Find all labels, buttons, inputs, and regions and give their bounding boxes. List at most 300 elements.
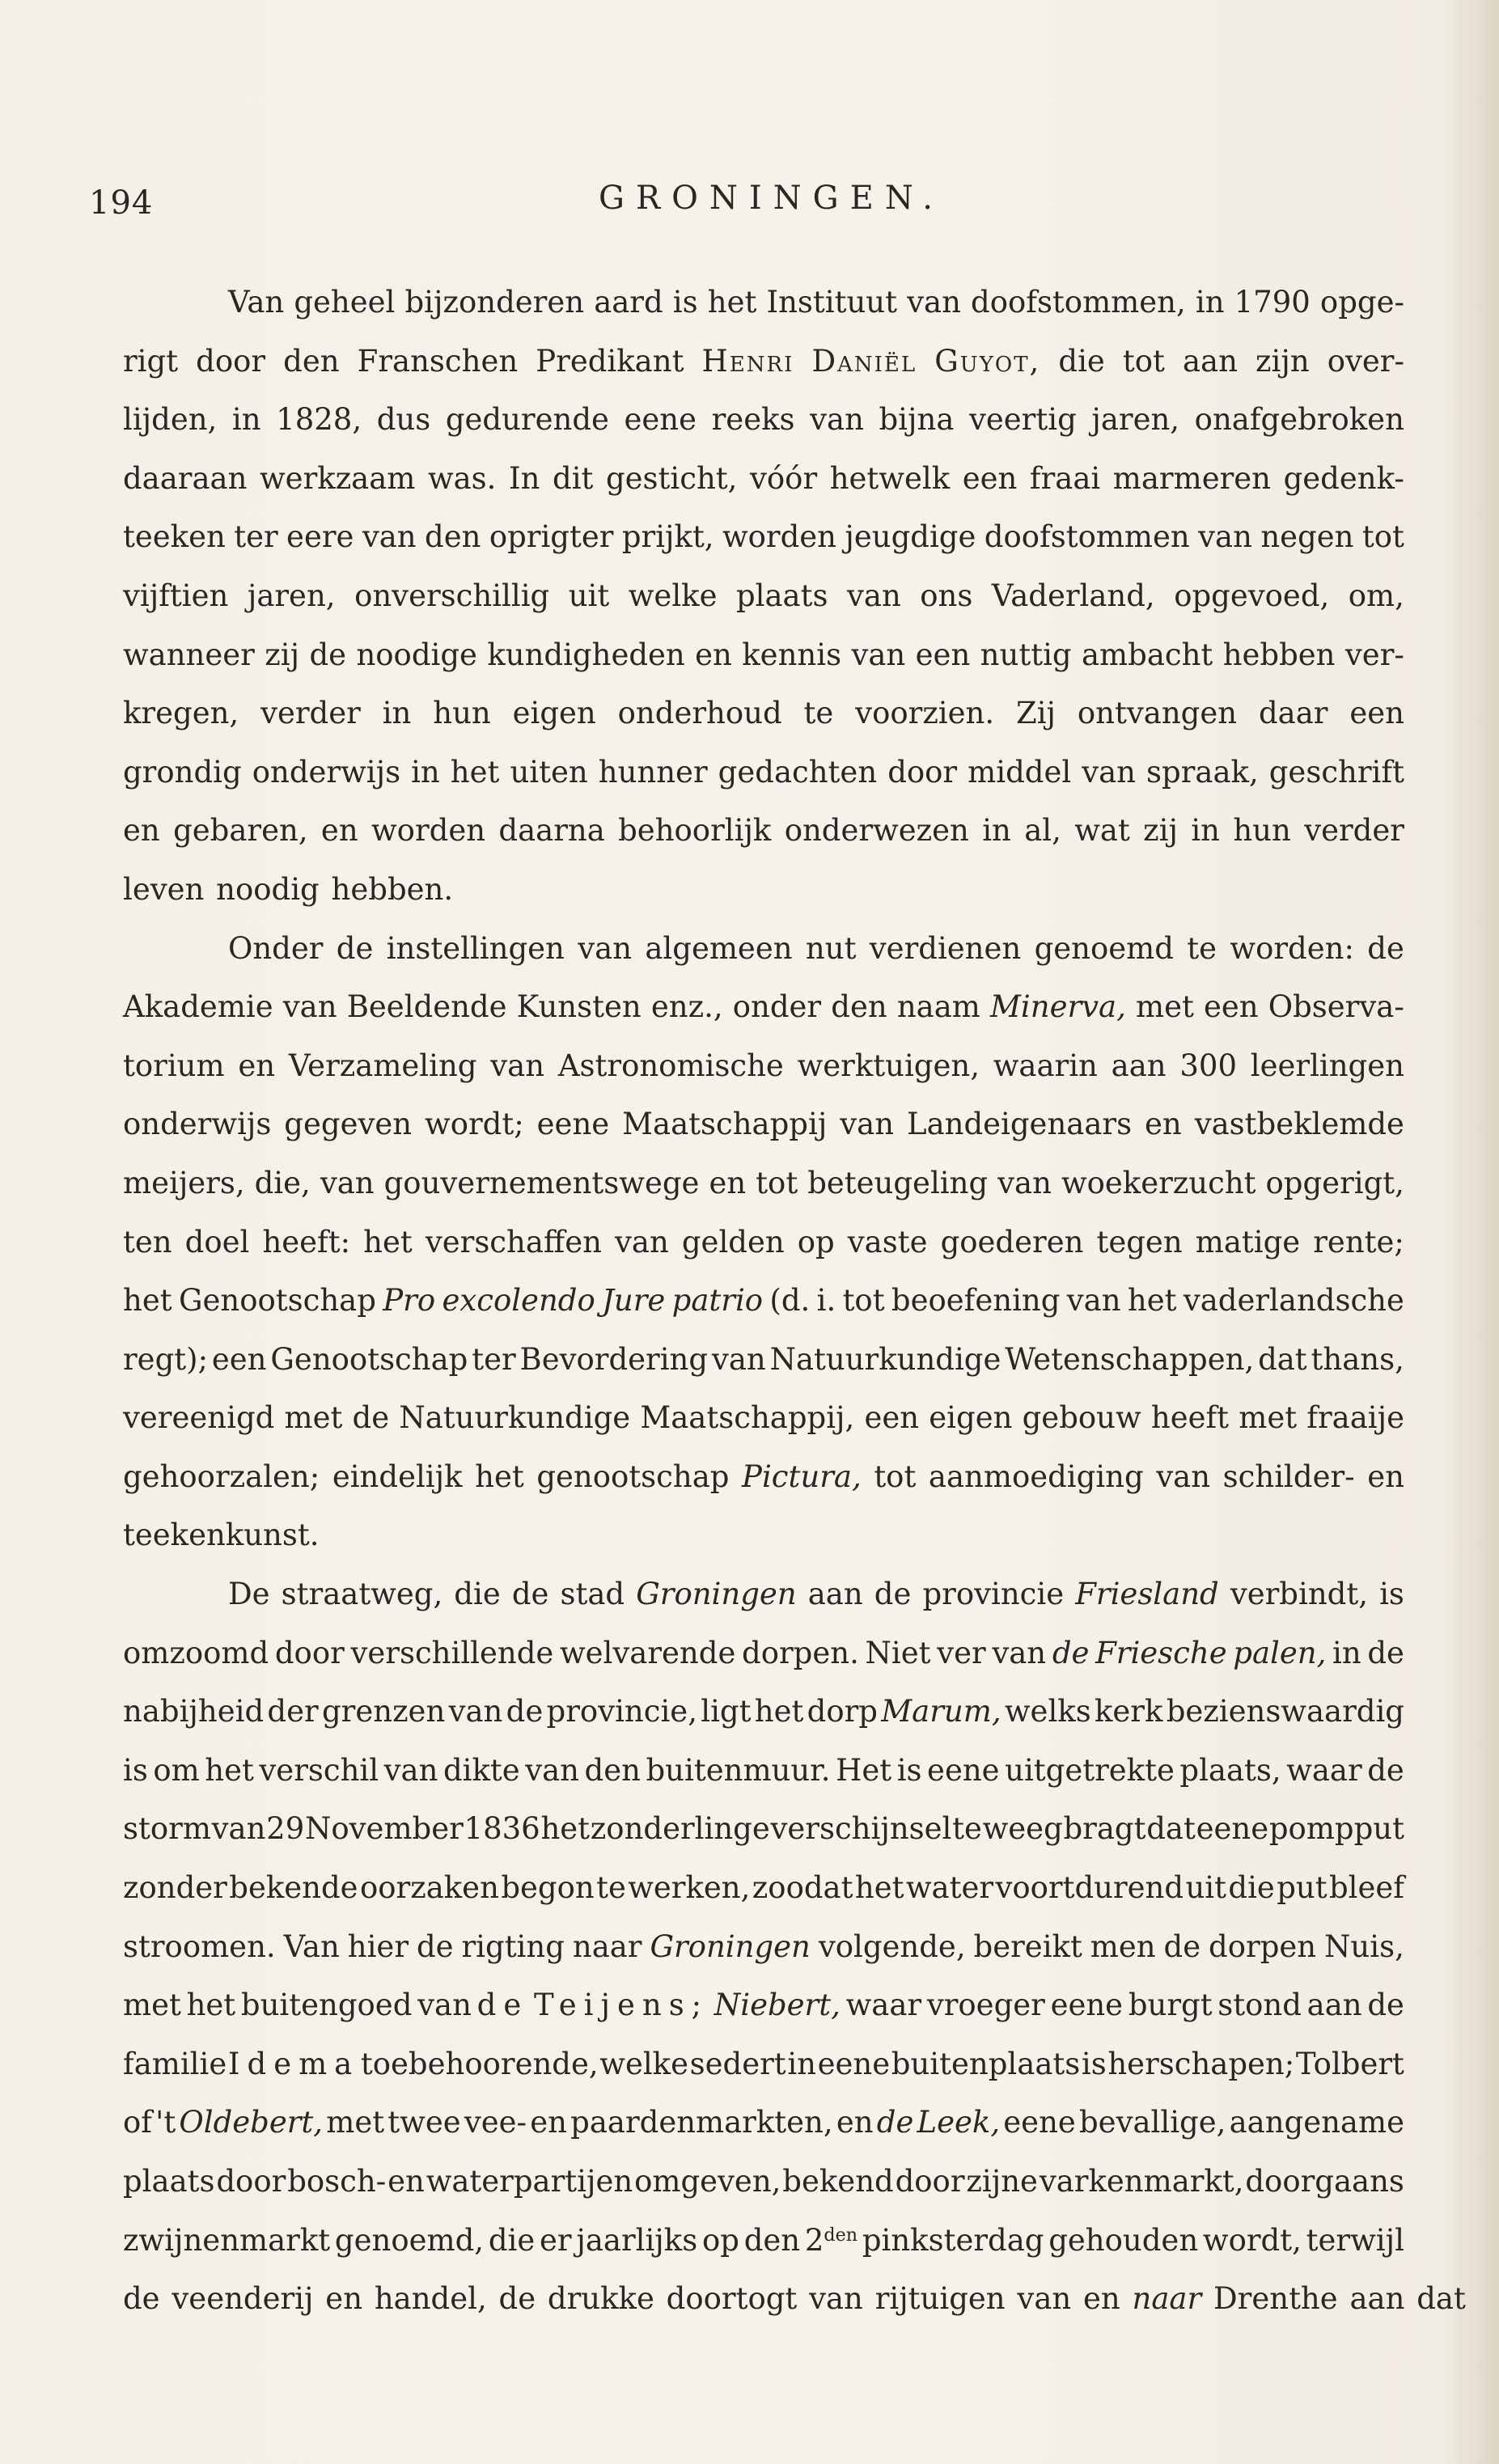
word: De [228, 1577, 270, 1612]
text-line [123, 2094, 1404, 2153]
text-line [123, 508, 1404, 567]
word: eene [1196, 1811, 1269, 1847]
word: plaats [123, 2164, 215, 2199]
word: in [1195, 285, 1225, 320]
word: vroeger [926, 1988, 1045, 2023]
text-line [123, 626, 1404, 685]
word: teekenkunst. [123, 1518, 320, 1553]
word: gedurende [445, 402, 609, 438]
word: nut [805, 930, 857, 966]
word: een [211, 1341, 267, 1377]
word: hunner [598, 754, 708, 790]
word: tot [756, 1165, 798, 1200]
word: drukke [547, 2281, 654, 2317]
word: en [238, 1048, 276, 1083]
word: i. [816, 1283, 836, 1319]
word: Kunsten [516, 989, 642, 1025]
word: algemeen [645, 930, 793, 966]
word: handel, [374, 2281, 487, 2317]
word: dorpen [1209, 1928, 1317, 1964]
word: bekende [229, 1870, 358, 1906]
word: doel [184, 1224, 250, 1260]
word: vaderlandsche [1183, 1283, 1404, 1319]
word: welks [1004, 1694, 1091, 1729]
word: onderwijs [123, 1107, 272, 1142]
word: herschapen; [1107, 2046, 1295, 2081]
word: waar [1286, 1752, 1362, 1788]
word: buitenmuur. [646, 1752, 831, 1788]
word: woekerzucht [1061, 1165, 1256, 1200]
word: met [1239, 1400, 1298, 1436]
word: Natuurkundige [769, 1341, 1001, 1377]
word: $2^{den}$ [804, 2222, 858, 2258]
word: het [754, 1694, 804, 1729]
word: de [352, 1400, 390, 1436]
word: verschil [259, 1752, 379, 1788]
text-line [123, 1272, 1404, 1331]
word: de [1367, 1988, 1404, 2023]
word: van [1156, 1459, 1211, 1494]
word: in [382, 696, 412, 731]
word: Het [836, 1752, 892, 1788]
word: uit [568, 578, 610, 613]
word: en [695, 637, 732, 672]
page-number: 194 [89, 184, 154, 222]
word: van [615, 1224, 669, 1260]
text-line [123, 1331, 1404, 1390]
word: en [320, 813, 358, 849]
word: met [284, 1400, 343, 1436]
word: Niebert, [714, 1988, 841, 2023]
word: er [540, 2222, 572, 2258]
word: hetwelk [829, 460, 951, 496]
word: eene [624, 402, 697, 438]
word: welke [628, 578, 718, 613]
word: buitengoed [240, 1988, 413, 2023]
word: van [851, 637, 906, 672]
word: jeugdige [845, 519, 976, 555]
word: de [123, 2281, 160, 2317]
word: Landeigenaars [907, 1107, 1133, 1142]
word: Franschen [357, 343, 519, 379]
text-line [123, 1506, 1404, 1565]
word: in [231, 402, 261, 438]
word: kennis [742, 637, 842, 672]
word: eere [286, 519, 354, 555]
word: weeg [982, 1811, 1063, 1847]
word: Van [228, 285, 285, 320]
word: 1836 [464, 1811, 540, 1847]
word: vastbeklemde [1194, 1107, 1404, 1142]
word: fraaije [1306, 1400, 1404, 1436]
word: wat [1074, 813, 1130, 849]
word: onderhoud [617, 696, 782, 731]
text-line [123, 1859, 1404, 1918]
word: ontvangen [1077, 696, 1238, 731]
word: genoemd, [334, 2222, 485, 2258]
word: van [1066, 1283, 1121, 1319]
word: eene [927, 1752, 1000, 1788]
word: het [363, 1224, 413, 1260]
word: de [876, 2105, 914, 2140]
word: de [1163, 1928, 1201, 1964]
word: Minerva, [990, 989, 1126, 1025]
word: dikte [443, 1752, 520, 1788]
word: naar [1132, 2281, 1202, 2317]
word: ter [234, 519, 278, 555]
word: Genootschap [178, 1283, 376, 1319]
word: eene [536, 1107, 610, 1142]
word: familie [123, 2046, 227, 2081]
word: naar [572, 1928, 642, 1964]
word: aangename [1229, 2105, 1404, 2140]
word: begon [501, 1870, 595, 1906]
text-line [123, 1389, 1404, 1448]
word: kerk [1094, 1694, 1163, 1729]
word: onder [732, 989, 822, 1025]
word: Natuurkundige [399, 1400, 631, 1436]
word: in [1191, 813, 1220, 849]
word: worden [371, 813, 486, 849]
word: eene [1050, 1988, 1124, 2023]
word: van [840, 1107, 895, 1142]
text-line [123, 743, 1404, 802]
word: door [196, 343, 266, 379]
word: gedenk- [1283, 460, 1404, 496]
word: spraak, [1146, 754, 1259, 790]
word: werkzaam [260, 460, 416, 496]
word: ligt [701, 1694, 752, 1729]
word: gedachten [718, 754, 878, 790]
word: wanneer [123, 637, 255, 672]
word: worden [722, 519, 837, 555]
word: lijden, [123, 402, 218, 438]
word: verder [260, 696, 361, 731]
word: daaraan [123, 460, 248, 496]
word: werktuigen, [797, 1048, 980, 1083]
word: excolendo [442, 1283, 595, 1319]
word: die, [254, 1165, 311, 1200]
word: in [411, 754, 440, 790]
word: paardenmarkten, [570, 2105, 833, 2140]
word: Groningen [636, 1577, 797, 1612]
word: verschillende [350, 1635, 554, 1670]
word: en [387, 2164, 425, 2199]
word: 300 [1179, 1048, 1237, 1083]
word: rijtuigen [874, 2281, 1006, 2317]
word: matige [1195, 1224, 1301, 1260]
word: geschrift [1268, 754, 1404, 790]
word: het [707, 285, 757, 320]
word: aard [594, 285, 663, 320]
word: is [896, 1752, 922, 1788]
word: en [709, 1165, 747, 1200]
text-line [123, 1154, 1404, 1213]
word: het [205, 1752, 254, 1788]
word: eindelijk [332, 1459, 463, 1494]
text-line [123, 1683, 1404, 1742]
word: genootschap [536, 1459, 730, 1494]
word: om, [1348, 578, 1404, 613]
word: men [1090, 1928, 1156, 1964]
word: werken, [628, 1870, 751, 1906]
word: een [962, 460, 1018, 496]
word: voortdurend [995, 1870, 1184, 1906]
word: gelden [681, 1224, 785, 1260]
word: doofstommen, [971, 285, 1186, 320]
word: jaarlijks [576, 2222, 698, 2258]
word: uitgetrekte [1005, 1752, 1175, 1788]
word: marmeren [1112, 460, 1272, 496]
word: palen, [1233, 1635, 1327, 1670]
word: zonder [123, 1870, 227, 1906]
word: van [810, 402, 864, 438]
word: verbindt, [1230, 1577, 1368, 1612]
word: hebben [1222, 637, 1336, 672]
word: veertig [968, 402, 1077, 438]
word: veenderij [171, 2281, 314, 2317]
word: van [1082, 754, 1137, 790]
word: het [540, 1811, 591, 1847]
word: water [905, 1870, 994, 1906]
word: aan [1349, 2281, 1405, 2317]
word: varkenmarkt, [1039, 2164, 1244, 2199]
word: vaste [847, 1224, 928, 1260]
word: door [216, 2164, 286, 2199]
word: oprigter [489, 519, 614, 555]
word: waarin [993, 1048, 1098, 1083]
word: een [915, 637, 971, 672]
word: het [450, 754, 500, 790]
word: onafgebroken [1194, 402, 1404, 438]
word: is [672, 285, 698, 320]
word: thans, [1311, 1341, 1404, 1377]
word: Wetenschappen, [1005, 1341, 1255, 1377]
word: bereikt [973, 1928, 1082, 1964]
word: Verzameling [288, 1048, 477, 1083]
word: reeks [711, 402, 795, 438]
word: uiten [510, 754, 588, 790]
word: hun [1233, 813, 1291, 849]
word: dus [376, 402, 431, 438]
word: te [952, 1811, 982, 1847]
word: buitenplaats [891, 2046, 1081, 2081]
word: Teijens; [533, 1988, 709, 2023]
word: de [476, 1988, 529, 2023]
word: Guyot, [934, 343, 1041, 379]
word: nuttig [980, 637, 1072, 672]
paragraph [123, 920, 1404, 1566]
word: het [186, 1988, 236, 2023]
word: van [211, 1811, 266, 1847]
word: naam [896, 989, 980, 1025]
text-line [123, 1742, 1404, 1801]
word: stond [1217, 1988, 1302, 2023]
word: zonderlinge [590, 1811, 770, 1847]
text-line [123, 1800, 1404, 1859]
word: middel [968, 754, 1072, 790]
word: Niet [865, 1635, 931, 1670]
word: waar [845, 1988, 922, 2023]
word: aan [1111, 1048, 1167, 1083]
word: patrio [671, 1283, 764, 1319]
word: heeft [1150, 1400, 1230, 1436]
word: door [887, 754, 958, 790]
word: zij [265, 637, 300, 672]
word: beteugeling [807, 1165, 989, 1200]
word: (d. [769, 1283, 811, 1319]
word: tot [842, 1283, 885, 1319]
word: bragt [1063, 1811, 1146, 1847]
word: toebehoorende, [360, 2046, 599, 2081]
word: eene [817, 2046, 891, 2081]
word: gebouw [1022, 1400, 1141, 1436]
word: dorp [807, 1694, 878, 1729]
word: om [153, 1752, 200, 1788]
word: de [1367, 1752, 1404, 1788]
word: de [309, 637, 347, 672]
word: opgevoed, [1174, 578, 1330, 613]
word: van [711, 1341, 766, 1377]
word: verder [1304, 813, 1404, 849]
word: leerlingen [1250, 1048, 1404, 1083]
word: gegeven [284, 1107, 413, 1142]
word: 1828, [276, 402, 362, 438]
word: een [1204, 989, 1259, 1025]
text-line [123, 391, 1404, 450]
word: te [1187, 930, 1217, 966]
word: te [803, 696, 834, 731]
word: van [448, 1694, 503, 1729]
word: tot [1361, 519, 1404, 555]
word: die [488, 2222, 536, 2258]
word: bijna [879, 402, 955, 438]
word: worden: [1230, 930, 1354, 966]
word: of [123, 2105, 152, 2140]
word: Leek, [917, 2105, 1001, 2140]
word: en [1367, 1459, 1404, 1494]
word: Instituut [766, 285, 897, 320]
word: en [836, 2105, 874, 2140]
word: het [1127, 1283, 1177, 1319]
word: van [362, 519, 417, 555]
word: omzoomd [123, 1635, 269, 1670]
word: goederen [940, 1224, 1084, 1260]
text-line [123, 2270, 1466, 2329]
word: Astronomische [557, 1048, 784, 1083]
word: de [416, 1928, 454, 1964]
word: vee- [464, 2105, 527, 2140]
word: gebaren, [173, 813, 308, 849]
word: 29 [266, 1811, 305, 1847]
word: is [1379, 1577, 1404, 1612]
word: Akademie [123, 989, 273, 1025]
word: beoefening [891, 1283, 1061, 1319]
word: 't [155, 2105, 176, 2140]
word: is [123, 1752, 148, 1788]
word: Predikant [536, 343, 684, 379]
word: gesticht, [605, 460, 738, 496]
text-line [123, 1095, 1404, 1154]
word: grenzen [321, 1694, 446, 1729]
word: burgt [1128, 1988, 1213, 2023]
word: gehouden [1048, 2222, 1199, 2258]
word: die [454, 1577, 501, 1612]
word: rente; [1313, 1224, 1404, 1260]
word: Onder [228, 930, 324, 966]
word: rigt [123, 343, 179, 379]
word: hebben. [331, 871, 454, 907]
word: bijzonderen [404, 285, 585, 320]
word: verschaffen [425, 1224, 602, 1260]
word: ons [920, 578, 973, 613]
word: doorgaans [1245, 2164, 1404, 2199]
word: jaren, [1091, 402, 1180, 438]
word: van [525, 1752, 580, 1788]
word: Daniël [811, 343, 917, 379]
word: tot [1122, 343, 1165, 379]
word: aanmoediging [928, 1459, 1144, 1494]
word: het [123, 1283, 172, 1319]
word: ver [937, 1635, 986, 1670]
word: doortogt [666, 2281, 798, 2317]
word: prijkt, [621, 519, 714, 555]
word: Friesche [1095, 1635, 1227, 1670]
word: Marum, [881, 1694, 1001, 1729]
word: onderwijs [252, 754, 401, 790]
word: voorzien. [855, 696, 995, 731]
word: het [475, 1459, 524, 1494]
running-head: GRONINGEN. [599, 180, 944, 217]
word: de [336, 930, 374, 966]
word: van [809, 2281, 863, 2317]
word: en [123, 813, 160, 849]
word: was. [427, 460, 497, 496]
word: van [282, 989, 337, 1025]
word: bleef [1328, 1870, 1404, 1906]
word: bosch- [287, 2164, 387, 2199]
word: provincie [922, 1577, 1065, 1612]
word: van [417, 1988, 472, 2023]
word: sedert [689, 2046, 786, 2081]
word: den [425, 519, 481, 555]
word: tegen [1096, 1224, 1183, 1260]
word: kundigheden [487, 637, 685, 672]
word: bevallige, [1079, 2105, 1226, 2140]
word: heeft: [262, 1224, 351, 1260]
text-line [123, 1213, 1404, 1272]
word: een [1349, 696, 1404, 731]
word: jaren, [247, 578, 336, 613]
word: en [1145, 1107, 1182, 1142]
word: Observa- [1268, 989, 1404, 1025]
word: in [982, 813, 1011, 849]
word: rigting [461, 1928, 565, 1964]
word: tot [874, 1459, 917, 1494]
word: de [511, 1577, 549, 1612]
word: terwijl [1306, 2222, 1404, 2258]
word: van [846, 578, 901, 613]
text-line [123, 332, 1404, 392]
word: van [490, 1048, 545, 1083]
word: onderwezen [784, 813, 969, 849]
word: de [1367, 1635, 1404, 1670]
word: die [1228, 1870, 1275, 1906]
word: geheel [294, 285, 396, 320]
word: van [992, 1635, 1047, 1670]
word: hier [347, 1928, 409, 1964]
word: Friesland [1075, 1577, 1219, 1612]
